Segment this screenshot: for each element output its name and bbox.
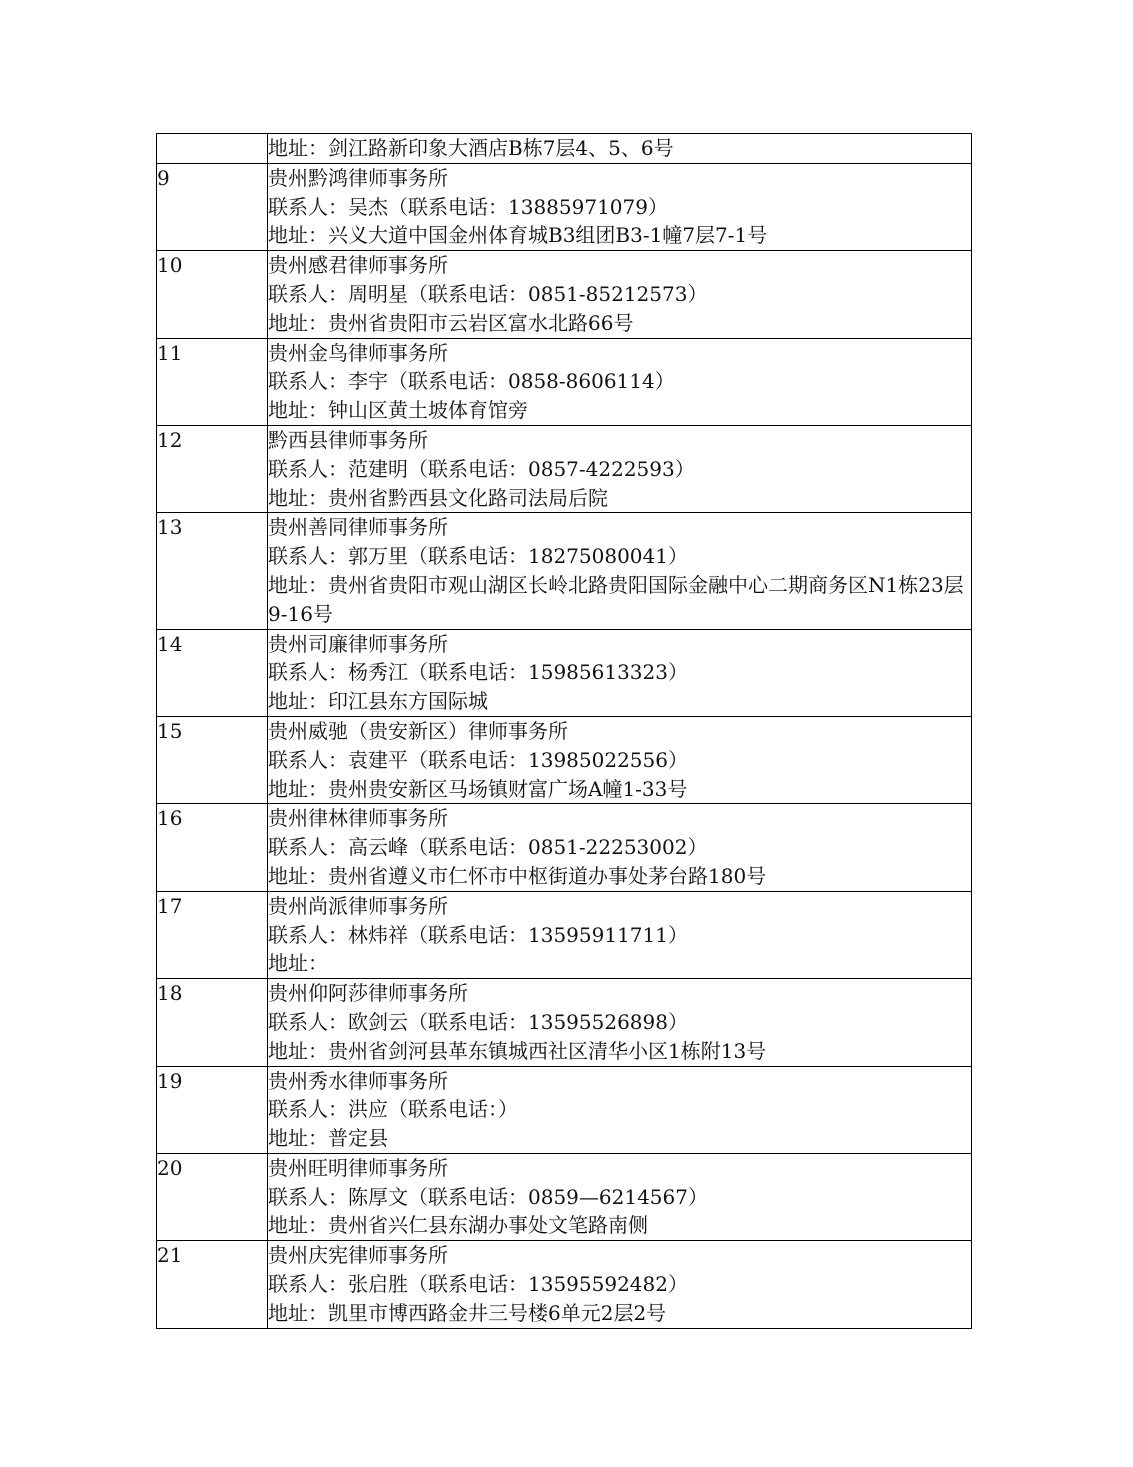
firm-name: 贵州秀水律师事务所 — [268, 1068, 448, 1093]
firm-contact: 联系人：李宇（联系电话：0858-8606114） — [268, 369, 675, 394]
row-number: 20 — [157, 1153, 268, 1240]
firm-info — [268, 1066, 972, 1153]
firm-contact: 联系人：周明星（联系电话：0851-85212573） — [268, 281, 708, 306]
firm-address: 地址：印江县东方国际城 — [268, 689, 488, 714]
firm-info — [268, 251, 972, 338]
firm-name: 黔西县律师事务所 — [268, 427, 428, 452]
row-number: 13 — [157, 513, 268, 629]
law-firm-table — [156, 133, 972, 1329]
firm-info — [268, 1241, 972, 1328]
firm-contact: 联系人：袁建平（联系电话：13985022556） — [268, 747, 688, 772]
firm-address: 地址：贵州贵安新区马场镇财富广场A幢1-33号 — [268, 776, 688, 801]
row-number: 21 — [157, 1241, 268, 1328]
firm-contact: 联系人：范建明（联系电话：0857-4222593） — [268, 456, 695, 481]
row-number: 16 — [157, 804, 268, 891]
firm-info — [268, 163, 972, 250]
firm-info — [268, 716, 972, 803]
firm-address: 地址：贵州省黔西县文化路司法局后院 — [268, 485, 608, 510]
firm-info — [268, 1153, 972, 1240]
firm-name: 贵州律林律师事务所 — [268, 806, 448, 831]
firm-info — [268, 425, 972, 512]
firm-info — [268, 134, 972, 164]
table-row — [157, 513, 972, 629]
firm-name: 贵州仰阿莎律师事务所 — [268, 981, 468, 1006]
row-number: 18 — [157, 979, 268, 1066]
table-row — [157, 979, 972, 1066]
firm-info — [268, 513, 972, 629]
firm-contact: 联系人：高云峰（联系电话：0851-22253002） — [268, 835, 708, 860]
row-number: 10 — [157, 251, 268, 338]
firm-contact: 联系人：洪应（联系电话：） — [268, 1097, 518, 1122]
table-row — [157, 804, 972, 891]
firm-info — [268, 979, 972, 1066]
firm-name: 贵州旺明律师事务所 — [268, 1155, 448, 1180]
row-number — [157, 134, 268, 164]
firm-name: 贵州司廉律师事务所 — [268, 631, 448, 656]
firm-address: 地址：剑江路新印象大酒店B栋7层4、5、6号 — [268, 136, 674, 160]
firm-name: 贵州尚派律师事务所 — [268, 893, 448, 918]
firm-address: 地址：贵州省兴仁县东湖办事处文笔路南侧 — [268, 1213, 648, 1238]
table-body — [157, 134, 972, 1329]
table-row — [157, 425, 972, 512]
row-number: 17 — [157, 891, 268, 978]
row-number: 11 — [157, 338, 268, 425]
table-row — [157, 1153, 972, 1240]
table-row-continued — [157, 134, 972, 164]
firm-contact: 联系人：吴杰（联系电话：13885971079） — [268, 194, 668, 219]
table-row — [157, 338, 972, 425]
firm-contact: 联系人：林炜祥（联系电话：13595911711） — [268, 922, 688, 947]
firm-name: 贵州黔鸿律师事务所 — [268, 165, 448, 190]
firm-info — [268, 891, 972, 978]
firm-address: 地址：凯里市博西路金井三号楼6单元2层2号 — [268, 1300, 667, 1325]
table-row — [157, 251, 972, 338]
firm-info — [268, 804, 972, 891]
firm-address: 地址：贵州省贵阳市云岩区富水北路66号 — [268, 310, 634, 335]
firm-address: 地址：普定县 — [268, 1126, 388, 1151]
row-number: 12 — [157, 425, 268, 512]
table-row — [157, 1241, 972, 1328]
firm-contact: 联系人：陈厚文（联系电话：0859—6214567） — [268, 1184, 708, 1209]
row-number: 15 — [157, 716, 268, 803]
firm-name: 贵州庆宪律师事务所 — [268, 1243, 448, 1268]
firm-contact: 联系人：欧剑云（联系电话：13595526898） — [268, 1009, 688, 1034]
firm-address: 地址：兴义大道中国金州体育城B3组团B3-1幢7层7-1号 — [268, 223, 768, 248]
firm-info — [268, 338, 972, 425]
firm-address: 地址：贵州省剑河县革东镇城西社区清华小区1栋附13号 — [268, 1038, 767, 1063]
table-row — [157, 163, 972, 250]
table-row — [157, 891, 972, 978]
firm-address: 地址： — [268, 951, 328, 976]
table-row — [157, 1066, 972, 1153]
firm-name: 贵州威驰（贵安新区）律师事务所 — [268, 718, 568, 743]
firm-address: 地址：钟山区黄土坡体育馆旁 — [268, 398, 528, 423]
firm-address: 地址：贵州省遵义市仁怀市中枢街道办事处茅台路180号 — [268, 863, 767, 888]
firm-contact: 联系人：杨秀江（联系电话：15985613323） — [268, 660, 688, 685]
firm-name: 贵州感君律师事务所 — [268, 253, 448, 278]
firm-address: 地址：贵州省贵阳市观山湖区长岭北路贵阳国际金融中心二期商务区N1栋23层9-16号 — [268, 572, 964, 626]
firm-contact: 联系人：张启胜（联系电话：13595592482） — [268, 1272, 688, 1297]
firm-info — [268, 629, 972, 716]
firm-name: 贵州善同律师事务所 — [268, 515, 448, 540]
firm-name: 贵州金鸟律师事务所 — [268, 340, 448, 365]
row-number: 9 — [157, 163, 268, 250]
row-number: 19 — [157, 1066, 268, 1153]
row-number: 14 — [157, 629, 268, 716]
table-row — [157, 716, 972, 803]
firm-contact: 联系人：郭万里（联系电话：18275080041） — [268, 544, 688, 569]
table-row — [157, 629, 972, 716]
